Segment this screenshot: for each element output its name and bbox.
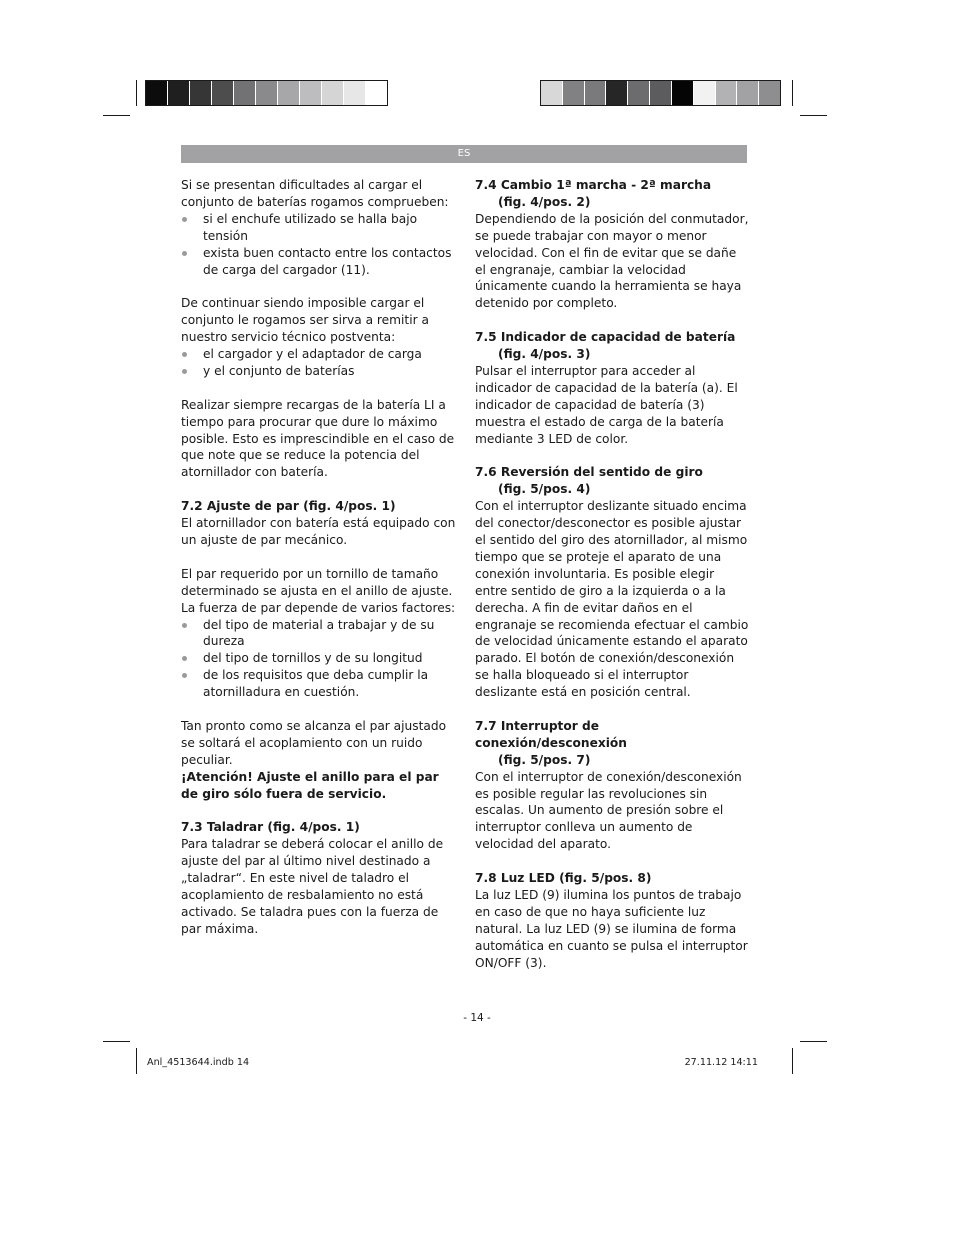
section-heading: 7.8 Luz LED (fig. 5/pos. 8) — [475, 871, 652, 886]
crop-mark — [792, 80, 793, 106]
section-heading: 7.3 Taladrar (fig. 4/pos. 1) — [181, 820, 360, 835]
paragraph: Realizar siempre recargas de la batería LI a tiempo para procurar que dure lo máximo posible. Esto es imprescindible en el caso de que note que se reduce la potencia del atornillador con batería. — [181, 397, 455, 480]
left-column — [181, 177, 456, 938]
section-heading — [475, 329, 750, 363]
language-bar — [181, 145, 747, 163]
list-item: el cargador y el adaptador de carga — [181, 346, 456, 363]
paragraph: Con el interruptor deslizante situado encima del conector/desconector es posible ajustar el sentido del giro des atornillador, al mismo tiempo que se proteje el aparato de una conexión involuntaria. Es posible elegir entre sentido de giro a la izquierda o a la derecha. A fin de evitar daños en el engranaje se recomienda efectuar el cambio de velocidad únicamente estando el aparato parado. El botón de conexión/desconexión se halla bloqueado si el interruptor deslizante está en posición central. — [475, 499, 749, 700]
paragraph: Si se presentan dificultades al cargar el conjunto de baterías rogamos comprueben: — [181, 178, 449, 209]
color-swatch — [650, 81, 672, 105]
right-column — [475, 177, 750, 972]
page-number: - 14 - — [463, 1012, 491, 1024]
color-swatch — [694, 81, 716, 105]
crop-mark — [800, 1041, 827, 1042]
crop-mark — [103, 1041, 130, 1042]
section-title: 7.5 Indicador de capacidad de batería — [475, 330, 736, 345]
paragraph: El atornillador con batería está equipado con un ajuste de par mecánico. — [181, 516, 456, 547]
color-swatch — [585, 81, 607, 105]
color-swatch — [737, 81, 759, 105]
list-item: exista buen contacto entre los contactos de carga del cargador (11). — [181, 245, 456, 279]
paragraph: La luz LED (9) ilumina los puntos de trabajo en caso de que no haya suficiente luz natural. La luz LED (9) se ilumina de forma automática en cuanto se pulsa el interruptor ON/OFF (3). — [475, 888, 748, 970]
color-swatch — [256, 81, 278, 105]
list-item: de los requisitos que deba cumplir la atornilladura en cuestión. — [181, 667, 456, 701]
color-swatch — [606, 81, 628, 105]
crop-mark — [800, 115, 827, 116]
paragraph: Para taladrar se deberá colocar el anillo de ajuste del par al último nivel destinado a „taladrar“. En este nivel de taladro el acoplamiento de resbalamiento no está activado. Se taladra pues con la fuerza de par máxima. — [181, 837, 444, 936]
color-swatch — [300, 81, 322, 105]
color-bar-right — [540, 80, 781, 106]
bullet-list — [181, 211, 456, 279]
crop-mark — [103, 115, 130, 116]
list-item: del tipo de material a trabajar y de su dureza — [181, 617, 456, 651]
color-swatch — [344, 81, 366, 105]
color-swatch — [366, 81, 387, 105]
crop-mark — [136, 1048, 137, 1074]
warning-text: ¡Atención! Ajuste el anillo para el par de giro sólo fuera de servicio. — [181, 769, 439, 801]
file-name: Anl_4513644.indb 14 — [147, 1057, 250, 1068]
section-subtitle: (fig. 4/pos. 2) — [498, 194, 591, 209]
bullet-list — [181, 346, 456, 380]
section-subtitle: (fig. 5/pos. 4) — [498, 482, 591, 497]
list-item: del tipo de tornillos y de su longitud — [181, 650, 456, 667]
color-swatch — [716, 81, 738, 105]
paragraph: El par requerido por un tornillo de tamaño determinado se ajusta en el anillo de ajuste. La fuerza de par depende de varios factores: — [181, 566, 456, 615]
color-bar-left — [145, 80, 388, 106]
color-swatch — [234, 81, 256, 105]
paragraph: Tan pronto como se alcanza el par ajustado se soltará el acoplamiento con un ruido peculiar. — [181, 718, 447, 767]
paragraph: Con el interruptor de conexión/desconexión es posible regular las revoluciones sin escalas. Un aumento de presión sobre el interruptor conlleva un aumento de velocidad del aparato. — [475, 769, 742, 852]
color-swatch — [168, 81, 190, 105]
crop-mark — [792, 1048, 793, 1074]
color-swatch — [759, 81, 780, 105]
section-title: 7.4 Cambio 1ª marcha - 2ª marcha — [475, 178, 712, 192]
color-swatch — [190, 81, 212, 105]
language-code: ES — [457, 148, 471, 159]
color-swatch — [278, 81, 300, 105]
list-item: y el conjunto de baterías — [181, 363, 456, 380]
section-heading — [475, 718, 750, 769]
color-swatch — [672, 81, 694, 105]
print-date: 27.11.12 14:11 — [684, 1057, 758, 1068]
color-swatch — [322, 81, 344, 105]
color-swatch — [541, 81, 563, 105]
paragraph: Dependiendo de la posición del conmutador, se puede trabajar con mayor o menor velocidad. Con el fin de evitar que se dañe el engranaje, cambiar la velocidad únicamente cuando la herramienta se haya detenido por completo. — [475, 211, 749, 311]
crop-mark — [136, 80, 137, 106]
section-title: 7.6 Reversión del sentido de giro — [475, 465, 703, 480]
section-subtitle: (fig. 4/pos. 3) — [498, 347, 591, 362]
color-swatch — [146, 81, 168, 105]
list-item: si el enchufe utilizado se halla bajo tensión — [181, 211, 456, 245]
color-swatch — [628, 81, 650, 105]
color-swatch — [212, 81, 234, 105]
section-title: 7.7 Interruptor de conexión/desconexión — [475, 718, 627, 750]
section-heading — [475, 177, 750, 211]
bullet-list — [181, 617, 456, 702]
paragraph: Pulsar el interruptor para acceder al indicador de capacidad de la batería (a). El indicador de capacidad de batería (3) muestra el estado de carga de la batería mediante 3 LED de color. — [475, 363, 738, 446]
section-heading — [475, 464, 750, 498]
section-subtitle: (fig. 5/pos. 7) — [498, 752, 591, 767]
section-heading: 7.2 Ajuste de par (fig. 4/pos. 1) — [181, 499, 396, 514]
color-swatch — [563, 81, 585, 105]
paragraph: De continuar siendo imposible cargar el conjunto le rogamos ser sirva a remitir a nuestro servicio técnico postventa: — [181, 296, 429, 345]
